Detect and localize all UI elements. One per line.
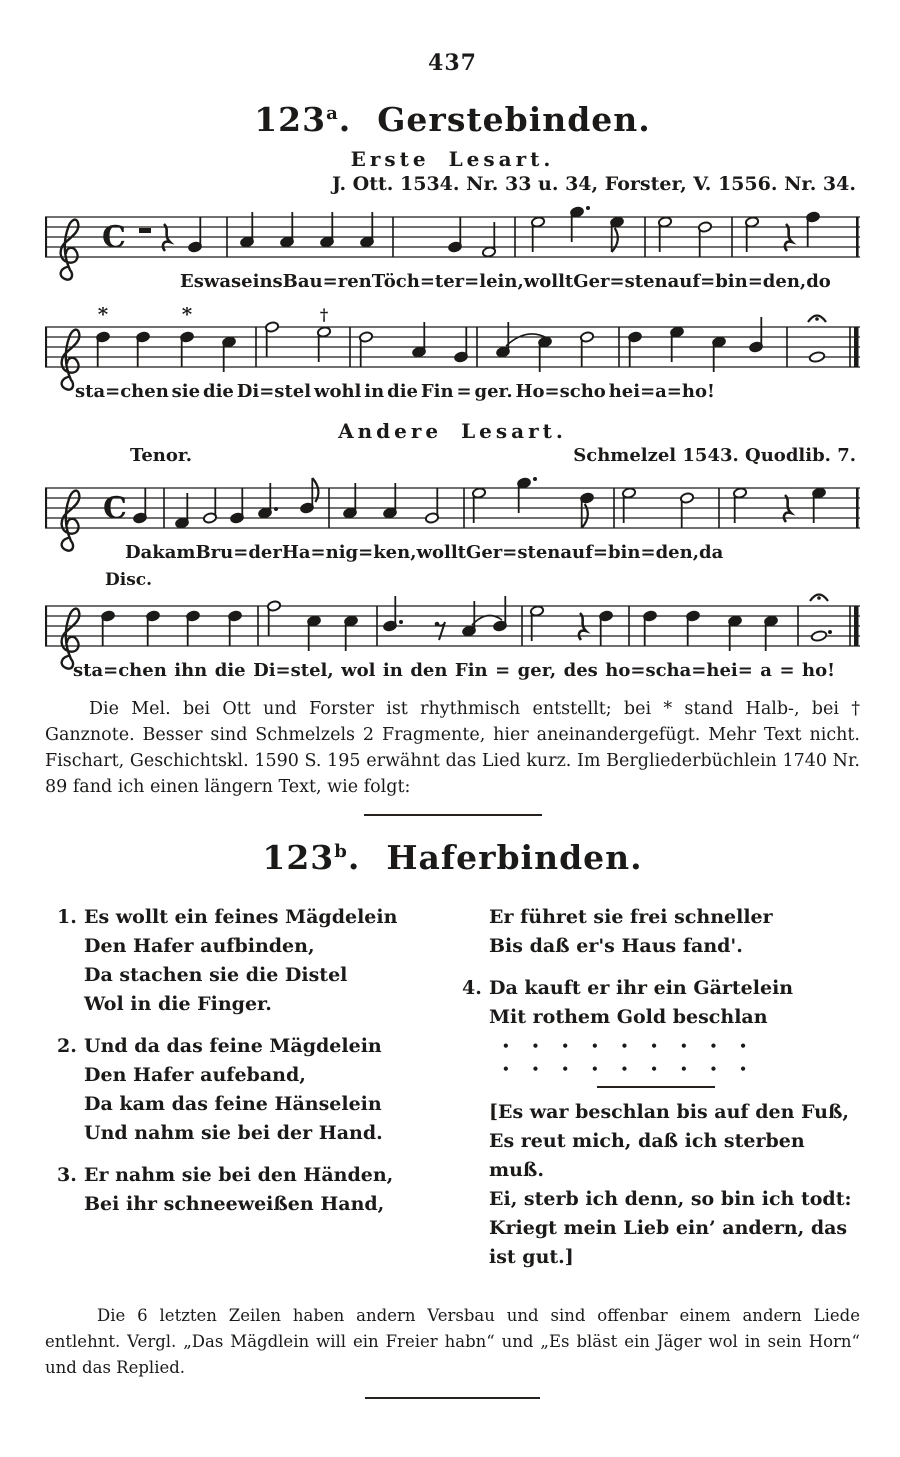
- verse-line: Er nahm sie bei den Händen,: [84, 1164, 394, 1186]
- ellipsis-dot: •: [590, 1061, 599, 1076]
- ellipsis-dot: •: [590, 1038, 599, 1053]
- lyric-syllable: wollt: [523, 271, 574, 292]
- lyric-syllable: eins: [241, 271, 283, 292]
- lyric-syllable: Fin: [420, 381, 454, 402]
- page-end-divider: [365, 1397, 540, 1399]
- ellipsis-dot: •: [739, 1038, 747, 1053]
- lyric-syllable: wol: [341, 660, 376, 681]
- ellipsis-dot: •: [709, 1038, 718, 1053]
- lyric-syllable: Ger=sten: [465, 542, 561, 563]
- lyric-syllable: Ha=nig=ken,: [281, 542, 417, 563]
- variant1-heading: Erste Lesart.: [350, 147, 555, 171]
- verse-number: [462, 903, 489, 961]
- ellipsis-dot: •: [709, 1061, 718, 1076]
- lyrics-line-2: [75, 381, 715, 403]
- verse-line: Er führet sie frei schneller: [489, 906, 773, 928]
- verse-3-continuation: [462, 903, 860, 961]
- lyric-syllable: wohl: [313, 381, 362, 402]
- lyric-syllable: auf=bin=den,: [667, 271, 807, 292]
- verse-line: Den Hafer aufeband,: [84, 1064, 306, 1086]
- omitted-lines-dots: [462, 1034, 860, 1080]
- dots-row: [502, 1057, 747, 1080]
- lyric-syllable: da: [698, 542, 724, 563]
- lyric-syllable: ger,: [517, 660, 557, 681]
- lyric-syllable: Bau=ren: [282, 271, 372, 292]
- verse-3: [57, 1161, 447, 1219]
- verse-column-right: [462, 903, 860, 1285]
- svg-text:C: C: [102, 220, 126, 255]
- verse-line: Den Hafer aufbinden,: [84, 935, 315, 957]
- lyric-syllable: do: [806, 271, 831, 292]
- lyric-syllable: ger.: [474, 381, 513, 402]
- ellipsis-dot: •: [739, 1061, 747, 1076]
- lyric-syllable: a: [760, 660, 772, 681]
- ellipsis-dot: •: [679, 1038, 688, 1053]
- variant2-heading: Andere Lesart.: [338, 419, 567, 443]
- source-citation-b: Schmelzel 1543. Quodlib. 7.: [573, 445, 856, 466]
- verse-number: 3.: [57, 1164, 77, 1186]
- section-divider: [364, 814, 542, 816]
- ellipsis-dot: •: [620, 1038, 629, 1053]
- verse-number: 4.: [462, 977, 482, 999]
- lyric-syllable: Da: [125, 542, 153, 563]
- lyric-syllable: =: [495, 660, 511, 681]
- ellipsis-dot: •: [561, 1061, 569, 1076]
- verse-line: Da stachen sie die Distel: [84, 964, 348, 986]
- ellipsis-dot: •: [502, 1038, 510, 1053]
- song-b-name: Haferbinden.: [386, 838, 643, 877]
- ellipsis-dot: •: [650, 1038, 658, 1053]
- ellipsis-dot: •: [502, 1061, 510, 1076]
- lyric-syllable: Fin: [454, 660, 488, 681]
- lyric-syllable: was: [203, 271, 242, 292]
- tenor-voice-label: Tenor.: [130, 445, 192, 466]
- verse-line: [Es war beschlan bis auf den Fuß,: [489, 1101, 850, 1123]
- lyric-syllable: bin: [607, 542, 641, 563]
- disc-voice-label: Disc.: [105, 570, 153, 590]
- dots-row: [502, 1034, 747, 1057]
- verse-lines: [489, 903, 773, 961]
- source-citation-a: J. Ott. 1534. Nr. 33 u. 34, Forster, V. 1556. Nr. 34.: [331, 173, 856, 195]
- svg-text:C: C: [103, 491, 127, 526]
- lyric-syllable: die: [203, 381, 234, 402]
- verse-line: Bis daß er's Haus fand'.: [489, 935, 743, 957]
- verse-line: Und nahm sie bei der Hand.: [84, 1122, 383, 1144]
- verse-1: [57, 903, 447, 1019]
- lyrics-line-1: [180, 271, 831, 293]
- svg-text:*: *: [97, 307, 109, 326]
- lyric-syllable: ho!: [802, 660, 835, 681]
- verse-line: Und da das feine Mägdelein: [84, 1035, 382, 1057]
- song-b-number-dot: .: [347, 838, 361, 877]
- verse-number: 1.: [57, 906, 77, 928]
- lyric-syllable: sta=chen: [73, 660, 167, 681]
- lyric-syllable: =: [592, 542, 608, 563]
- lyric-syllable: den,: [655, 542, 699, 563]
- lyric-syllable: Di=stel,: [253, 660, 334, 681]
- verse-lines: [489, 974, 793, 1032]
- lyric-syllable: die: [387, 381, 418, 402]
- verse-line: Es wollt ein feines Mägdelein: [84, 906, 398, 928]
- ellipsis-dot: •: [650, 1061, 658, 1076]
- lyrics-line-3: [125, 542, 724, 564]
- ellipsis-dot: •: [531, 1038, 540, 1053]
- lyric-syllable: wollt: [416, 542, 466, 563]
- lyric-syllable: ho=scha=hei=: [605, 660, 753, 681]
- song-b-number-sup: b: [334, 841, 348, 862]
- verse-line: Kriegt mein Lieb ein’ andern, das ist gut.]: [489, 1217, 848, 1268]
- verse-lines: [489, 1098, 860, 1272]
- lyric-syllable: die: [214, 660, 246, 681]
- verse-line: Es reut mich, daß ich sterben muß.: [489, 1130, 805, 1181]
- lyric-syllable: Ger=sten: [573, 271, 668, 292]
- commentary-paragraph: Die Mel. bei Ott und Forster ist rhythmisch entstellt; bei * stand Halb-, bei † Ganznote. Besser sind Schmelzels 2 Fragmente, hier aneinandergefügt. Mehr Text nicht. Fischart, Geschichtskl. 1590 S. 195 erwähnt das Lied kurz. Im Bergliederbüchlein 1740 Nr. 89 fand ich einen längern Text, wie folgt:: [45, 699, 860, 797]
- song-a-number-dot: .: [338, 100, 352, 139]
- svg-text:*: *: [181, 307, 193, 326]
- verse-columns: [45, 903, 860, 1285]
- song-a-name: Gerstebinden.: [377, 100, 651, 139]
- lyric-syllable: Töch=ter=lein,: [371, 271, 524, 292]
- lyric-syllable: sie: [171, 381, 201, 402]
- ellipsis-dot: •: [620, 1061, 629, 1076]
- verse-4: [462, 974, 860, 1032]
- ellipsis-dot: •: [679, 1061, 688, 1076]
- lyric-syllable: =: [456, 381, 472, 402]
- song-a-number-sup: a: [326, 103, 339, 124]
- lyric-syllable: des: [563, 660, 598, 681]
- lyric-syllable: =: [640, 542, 656, 563]
- song-b-number: 123: [262, 838, 335, 877]
- lyric-syllable: Ho=scho: [515, 381, 606, 402]
- svg-text:†: †: [319, 307, 329, 324]
- verse-2: [57, 1032, 447, 1148]
- verse-line: Ei, sterb ich denn, so bin ich todt:: [489, 1188, 852, 1210]
- lyric-syllable: den: [410, 660, 448, 681]
- bracket-divider: [597, 1086, 715, 1088]
- verse-number: 2.: [57, 1035, 77, 1057]
- lyric-syllable: Di=stel: [236, 381, 312, 402]
- verse-number: [462, 1098, 489, 1272]
- page-number: 437: [428, 50, 477, 76]
- verse-line: Da kauft er ihr ein Gärtelein: [489, 977, 794, 999]
- lyric-syllable: sta=chen: [75, 381, 169, 402]
- verse-line: Da kam das feine Hänselein: [84, 1093, 382, 1115]
- lyric-syllable: ihn: [174, 660, 208, 681]
- song-a-title: [45, 100, 860, 139]
- verse-lines: [84, 903, 397, 1019]
- lyric-syllable: Bru=der: [195, 542, 282, 563]
- lyric-syllable: =: [779, 660, 795, 681]
- verse-column-left: [57, 903, 447, 1285]
- verse-lines: [84, 1161, 393, 1219]
- book-page: [45, 0, 860, 1399]
- verse-line: Mit rothem Gold beschlan: [489, 1006, 768, 1028]
- verse-lines: [84, 1032, 383, 1148]
- lyric-syllable: Es: [180, 271, 204, 292]
- lyrics-line-4: [73, 660, 835, 682]
- verse-line: Bei ihr schneeweißen Hand,: [84, 1193, 385, 1215]
- lyric-syllable: in: [364, 381, 385, 402]
- lyric-syllable: kam: [152, 542, 196, 563]
- voice-and-source-row: [45, 445, 860, 466]
- editorial-footnote: Die 6 letzten Zeilen haben andern Versbau und sind offenbar einem andern Liede entlehnt. Vergl. „Das Mägdlein will ein Freier habn“ und „Es bläst ein Jäger wol in sein Horn“ und das Replied.: [45, 1306, 860, 1377]
- lyric-syllable: hei=a=ho!: [608, 381, 715, 402]
- ellipsis-dot: •: [531, 1061, 540, 1076]
- lyric-syllable: auf: [560, 542, 593, 563]
- verse-line: Wol in die Finger.: [84, 993, 272, 1015]
- ellipsis-dot: •: [561, 1038, 569, 1053]
- song-b-title: [45, 838, 860, 877]
- bracket-verse: [462, 1098, 860, 1272]
- song-a-number: 123: [254, 100, 327, 139]
- lyric-syllable: in: [382, 660, 403, 681]
